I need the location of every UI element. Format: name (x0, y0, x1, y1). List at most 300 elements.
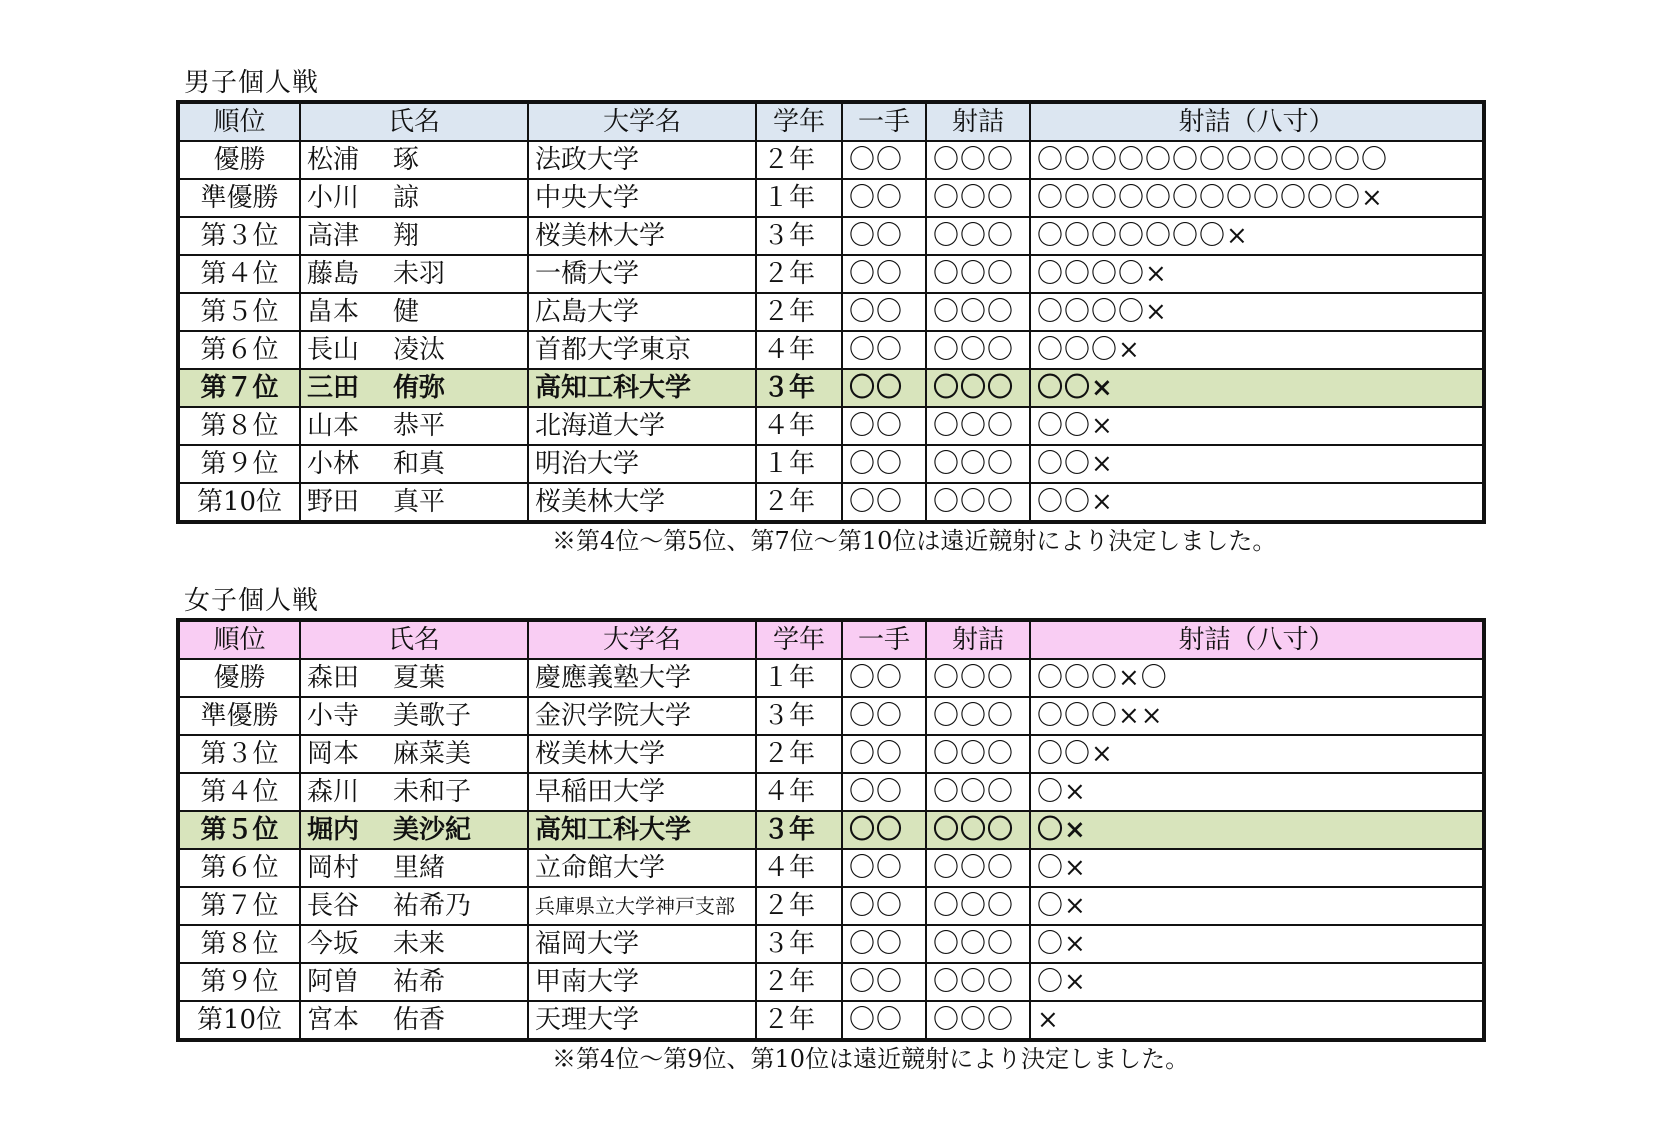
hassun-cell (1030, 963, 1484, 1001)
hassun-marks: 〇〇× (1037, 373, 1114, 403)
izume-marks: 〇〇〇 (933, 487, 1015, 517)
given-name-text: 佑香 (393, 1005, 446, 1035)
hitote-marks: 〇〇 (849, 221, 904, 251)
hitote-marks: 〇〇 (849, 739, 904, 769)
hitote-marks: 〇〇 (849, 967, 904, 997)
izume-cell (926, 217, 1030, 255)
year-cell (756, 217, 842, 255)
surname-text: 三田 (307, 373, 360, 403)
given-name-text: 未来 (393, 929, 446, 959)
rank-text: 第４位 (200, 259, 279, 289)
name-cell (300, 217, 528, 255)
izume-cell (926, 331, 1030, 369)
surname-text: 山本 (307, 411, 360, 441)
given-name-text: 琢 (393, 145, 420, 175)
year-text: ２年 (763, 967, 816, 997)
surname-text: 長山 (307, 335, 360, 365)
hassun-marks: × (1037, 1005, 1060, 1035)
year-cell (756, 887, 842, 925)
year-text: ２年 (763, 487, 816, 517)
hitote-marks: 〇〇 (849, 853, 904, 883)
izume-cell (926, 293, 1030, 331)
hitote-cell (842, 849, 926, 887)
university-cell (528, 659, 756, 697)
university-text: 天理大学 (535, 1005, 640, 1035)
university-text: 桜美林大学 (535, 221, 666, 251)
year-cell (756, 445, 842, 483)
hassun-cell (1030, 735, 1484, 773)
hassun-marks: 〇〇〇〇〇〇〇〇〇〇〇〇× (1037, 183, 1384, 213)
year-cell (756, 849, 842, 887)
given-name-text: 恭平 (393, 411, 446, 441)
year-text: ３年 (763, 929, 816, 959)
name-cell (300, 887, 528, 925)
header-izume-hassun: 射詰（八寸） (1030, 102, 1484, 141)
header-rank: 順位 (178, 102, 300, 141)
year-text: ２年 (763, 145, 816, 175)
rank-cell (178, 659, 300, 697)
surname-text: 高津 (307, 221, 360, 251)
rank-text: 第９位 (200, 449, 279, 479)
izume-cell (926, 255, 1030, 293)
rank-text: 優勝 (213, 663, 266, 693)
hassun-marks: 〇〇× (1037, 487, 1114, 517)
year-cell (756, 369, 842, 407)
hassun-marks: 〇× (1037, 853, 1087, 883)
given-name-text: 未和子 (393, 777, 472, 807)
hitote-marks: 〇〇 (849, 929, 904, 959)
women-note: ※第4位～第9位、第10位は遠近競射により決定しました。 (552, 1045, 1190, 1073)
izume-marks: 〇〇〇 (933, 449, 1015, 479)
name-cell (300, 697, 528, 735)
university-cell (528, 925, 756, 963)
header-hitote: 一手 (842, 620, 926, 659)
year-text: ３年 (763, 373, 816, 403)
header-name: 氏名 (300, 102, 528, 141)
rank-text: 第10位 (196, 1005, 283, 1035)
rank-text: 第７位 (200, 373, 279, 403)
given-name-text: 和真 (393, 449, 446, 479)
hitote-marks: 〇〇 (849, 373, 904, 403)
university-text: 高知工科大学 (535, 815, 692, 845)
name-cell (300, 179, 528, 217)
izume-cell (926, 735, 1030, 773)
university-text: 中央大学 (535, 183, 640, 213)
university-cell (528, 697, 756, 735)
izume-marks: 〇〇〇 (933, 1005, 1015, 1035)
rank-text: 第６位 (200, 335, 279, 365)
year-text: ３年 (763, 221, 816, 251)
hassun-cell (1030, 141, 1484, 179)
rank-cell (178, 887, 300, 925)
name-cell (300, 407, 528, 445)
hitote-marks: 〇〇 (849, 297, 904, 327)
surname-text: 長谷 (307, 891, 360, 921)
hitote-marks: 〇〇 (849, 145, 904, 175)
hitote-cell (842, 255, 926, 293)
year-text: ４年 (763, 335, 816, 365)
hassun-marks: 〇× (1037, 967, 1087, 997)
year-text: ４年 (763, 777, 816, 807)
hitote-marks: 〇〇 (849, 815, 904, 845)
women-section (176, 584, 1482, 1076)
rank-cell (178, 697, 300, 735)
hitote-cell (842, 483, 926, 522)
table-row (178, 963, 1484, 1001)
hitote-marks: 〇〇 (849, 1005, 904, 1035)
university-cell (528, 331, 756, 369)
university-cell (528, 963, 756, 1001)
hassun-marks: 〇〇〇〇〇〇〇〇〇〇〇〇〇 (1037, 145, 1389, 175)
izume-marks: 〇〇〇 (933, 183, 1015, 213)
men-results-table (176, 100, 1486, 524)
university-text: 金沢学院大学 (535, 701, 692, 731)
izume-marks: 〇〇〇 (933, 967, 1015, 997)
year-text: １年 (763, 183, 816, 213)
hassun-marks: 〇〇〇× (1037, 335, 1141, 365)
hitote-cell (842, 887, 926, 925)
surname-text: 森川 (307, 777, 360, 807)
given-name-text: 祐希乃 (393, 891, 472, 921)
izume-cell (926, 179, 1030, 217)
hitote-marks: 〇〇 (849, 449, 904, 479)
year-text: ２年 (763, 891, 816, 921)
university-text: 法政大学 (535, 145, 640, 175)
table-row (178, 773, 1484, 811)
izume-marks: 〇〇〇 (933, 815, 1015, 845)
hitote-marks: 〇〇 (849, 259, 904, 289)
hassun-marks: 〇〇× (1037, 411, 1114, 441)
name-cell (300, 735, 528, 773)
rank-text: 第10位 (196, 487, 283, 517)
rank-text: 第９位 (200, 967, 279, 997)
name-cell (300, 1001, 528, 1040)
university-cell (528, 141, 756, 179)
hassun-marks: 〇〇〇×× (1037, 701, 1164, 731)
men-title: 男子個人戦 (184, 68, 320, 98)
year-cell (756, 735, 842, 773)
hassun-cell (1030, 369, 1484, 407)
hassun-cell (1030, 445, 1484, 483)
hassun-cell (1030, 697, 1484, 735)
name-cell (300, 659, 528, 697)
given-name-text: 未羽 (393, 259, 446, 289)
year-text: ３年 (763, 815, 816, 845)
given-name-text: 健 (393, 297, 420, 327)
surname-text: 松浦 (307, 145, 360, 175)
rank-cell (178, 445, 300, 483)
name-cell (300, 925, 528, 963)
surname-text: 小川 (307, 183, 360, 213)
given-name-text: 祐希 (393, 967, 446, 997)
university-cell (528, 179, 756, 217)
hitote-cell (842, 697, 926, 735)
hassun-cell (1030, 407, 1484, 445)
hitote-cell (842, 811, 926, 849)
table-row (178, 925, 1484, 963)
izume-cell (926, 141, 1030, 179)
name-cell (300, 255, 528, 293)
university-cell (528, 369, 756, 407)
rank-cell (178, 141, 300, 179)
year-cell (756, 773, 842, 811)
hitote-marks: 〇〇 (849, 891, 904, 921)
izume-marks: 〇〇〇 (933, 259, 1015, 289)
surname-text: 阿曽 (307, 967, 360, 997)
hitote-cell (842, 179, 926, 217)
hitote-cell (842, 331, 926, 369)
men-rows (178, 141, 1484, 522)
table-row (178, 849, 1484, 887)
year-text: １年 (763, 449, 816, 479)
hitote-cell (842, 1001, 926, 1040)
university-text: 明治大学 (535, 449, 640, 479)
izume-cell (926, 659, 1030, 697)
year-cell (756, 293, 842, 331)
surname-text: 畠本 (307, 297, 360, 327)
name-cell (300, 293, 528, 331)
izume-marks: 〇〇〇 (933, 411, 1015, 441)
university-cell (528, 735, 756, 773)
year-cell (756, 331, 842, 369)
name-cell (300, 849, 528, 887)
header-name: 氏名 (300, 620, 528, 659)
surname-text: 小寺 (307, 701, 360, 731)
university-text: 一橋大学 (535, 259, 640, 289)
izume-cell (926, 1001, 1030, 1040)
year-cell (756, 963, 842, 1001)
izume-cell (926, 849, 1030, 887)
university-cell (528, 773, 756, 811)
izume-marks: 〇〇〇 (933, 297, 1015, 327)
men-section (176, 66, 1482, 558)
hassun-marks: 〇〇〇〇× (1037, 297, 1168, 327)
table-row (178, 445, 1484, 483)
given-name-text: 美沙紀 (393, 815, 472, 845)
year-text: ２年 (763, 259, 816, 289)
header-rank: 順位 (178, 620, 300, 659)
rank-cell (178, 925, 300, 963)
hassun-marks: 〇× (1037, 777, 1087, 807)
university-text: 立命館大学 (535, 853, 666, 883)
hassun-cell (1030, 331, 1484, 369)
izume-marks: 〇〇〇 (933, 739, 1015, 769)
rank-text: 第７位 (200, 891, 279, 921)
given-name-text: 翔 (393, 221, 420, 251)
header-izume-hassun: 射詰（八寸） (1030, 620, 1484, 659)
hitote-cell (842, 141, 926, 179)
rank-cell (178, 1001, 300, 1040)
rank-cell (178, 735, 300, 773)
surname-text: 野田 (307, 487, 360, 517)
rank-cell (178, 773, 300, 811)
table-row (178, 887, 1484, 925)
izume-marks: 〇〇〇 (933, 373, 1015, 403)
header-year: 学年 (756, 102, 842, 141)
university-cell (528, 811, 756, 849)
table-row (178, 697, 1484, 735)
surname-text: 岡本 (307, 739, 360, 769)
men-header-row (178, 102, 1484, 141)
hassun-cell (1030, 811, 1484, 849)
university-text: 兵庫県立大学神戸支部 (535, 894, 735, 918)
hitote-marks: 〇〇 (849, 777, 904, 807)
year-text: ２年 (763, 1005, 816, 1035)
header-izume: 射詰 (926, 102, 1030, 141)
rank-text: 第３位 (200, 221, 279, 251)
rank-cell (178, 483, 300, 522)
year-cell (756, 255, 842, 293)
surname-text: 小林 (307, 449, 360, 479)
hassun-marks: 〇〇× (1037, 739, 1114, 769)
hassun-cell (1030, 255, 1484, 293)
table-row (178, 217, 1484, 255)
rank-text: 第８位 (200, 929, 279, 959)
rank-text: 第５位 (200, 815, 279, 845)
year-text: ４年 (763, 853, 816, 883)
university-text: 広島大学 (535, 297, 640, 327)
given-name-text: 里緒 (393, 853, 446, 883)
izume-marks: 〇〇〇 (933, 777, 1015, 807)
hitote-marks: 〇〇 (849, 663, 904, 693)
year-text: １年 (763, 663, 816, 693)
year-cell (756, 483, 842, 522)
men-note: ※第4位～第5位、第7位～第10位は遠近競射により決定しました。 (552, 527, 1277, 555)
hassun-marks: 〇〇〇×〇 (1037, 663, 1168, 693)
university-text: 桜美林大学 (535, 487, 666, 517)
given-name-text: 真平 (393, 487, 446, 517)
table-row (178, 179, 1484, 217)
given-name-text: 美歌子 (393, 701, 472, 731)
university-cell (528, 887, 756, 925)
university-cell (528, 407, 756, 445)
table-row (178, 659, 1484, 697)
year-cell (756, 697, 842, 735)
surname-text: 今坂 (307, 929, 360, 959)
university-text: 甲南大学 (535, 967, 640, 997)
rank-text: 第５位 (200, 297, 279, 327)
izume-marks: 〇〇〇 (933, 853, 1015, 883)
rank-text: 第４位 (200, 777, 279, 807)
hassun-cell (1030, 483, 1484, 522)
hassun-cell (1030, 925, 1484, 963)
table-row (178, 735, 1484, 773)
hitote-cell (842, 735, 926, 773)
hitote-marks: 〇〇 (849, 701, 904, 731)
header-hitote: 一手 (842, 102, 926, 141)
rank-cell (178, 963, 300, 1001)
header-university: 大学名 (528, 102, 756, 141)
izume-cell (926, 887, 1030, 925)
university-text: 北海道大学 (535, 411, 666, 441)
table-row (178, 1001, 1484, 1040)
surname-text: 宮本 (307, 1005, 360, 1035)
university-cell (528, 293, 756, 331)
izume-cell (926, 697, 1030, 735)
izume-cell (926, 773, 1030, 811)
hassun-cell (1030, 293, 1484, 331)
izume-cell (926, 925, 1030, 963)
table-row (178, 407, 1484, 445)
university-cell (528, 255, 756, 293)
name-cell (300, 811, 528, 849)
university-text: 首都大学東京 (535, 335, 692, 365)
rank-cell (178, 849, 300, 887)
women-header-row (178, 620, 1484, 659)
table-row (178, 255, 1484, 293)
hitote-marks: 〇〇 (849, 335, 904, 365)
hassun-marks: 〇〇〇〇× (1037, 259, 1168, 289)
hitote-cell (842, 445, 926, 483)
hitote-cell (842, 963, 926, 1001)
year-text: ２年 (763, 739, 816, 769)
izume-cell (926, 963, 1030, 1001)
rank-cell (178, 369, 300, 407)
izume-cell (926, 369, 1030, 407)
university-cell (528, 1001, 756, 1040)
women-rows (178, 659, 1484, 1040)
university-cell (528, 445, 756, 483)
hassun-marks: 〇× (1037, 891, 1087, 921)
rank-text: 第８位 (200, 411, 279, 441)
rank-text: 準優勝 (200, 701, 279, 731)
izume-marks: 〇〇〇 (933, 221, 1015, 251)
university-text: 福岡大学 (535, 929, 640, 959)
year-cell (756, 659, 842, 697)
surname-text: 堀内 (307, 815, 360, 845)
table-row (178, 811, 1484, 849)
hitote-marks: 〇〇 (849, 487, 904, 517)
izume-cell (926, 483, 1030, 522)
izume-marks: 〇〇〇 (933, 663, 1015, 693)
year-cell (756, 925, 842, 963)
hassun-cell (1030, 849, 1484, 887)
hitote-cell (842, 407, 926, 445)
name-cell (300, 445, 528, 483)
hassun-marks: 〇〇〇〇〇〇〇× (1037, 221, 1249, 251)
year-cell (756, 811, 842, 849)
izume-cell (926, 811, 1030, 849)
hitote-cell (842, 659, 926, 697)
hitote-marks: 〇〇 (849, 183, 904, 213)
given-name-text: 夏葉 (393, 663, 446, 693)
year-text: ２年 (763, 297, 816, 327)
year-text: ３年 (763, 701, 816, 731)
rank-cell (178, 331, 300, 369)
izume-marks: 〇〇〇 (933, 335, 1015, 365)
hassun-cell (1030, 179, 1484, 217)
izume-marks: 〇〇〇 (933, 891, 1015, 921)
hitote-cell (842, 925, 926, 963)
rank-cell (178, 255, 300, 293)
university-cell (528, 217, 756, 255)
surname-text: 藤島 (307, 259, 360, 289)
table-row (178, 483, 1484, 522)
rank-cell (178, 407, 300, 445)
hassun-marks: 〇〇× (1037, 449, 1114, 479)
year-cell (756, 141, 842, 179)
izume-marks: 〇〇〇 (933, 701, 1015, 731)
table-row (178, 141, 1484, 179)
izume-cell (926, 407, 1030, 445)
women-results-table (176, 618, 1486, 1042)
name-cell (300, 141, 528, 179)
university-cell (528, 483, 756, 522)
year-cell (756, 1001, 842, 1040)
year-cell (756, 407, 842, 445)
hitote-cell (842, 217, 926, 255)
rank-text: 第３位 (200, 739, 279, 769)
